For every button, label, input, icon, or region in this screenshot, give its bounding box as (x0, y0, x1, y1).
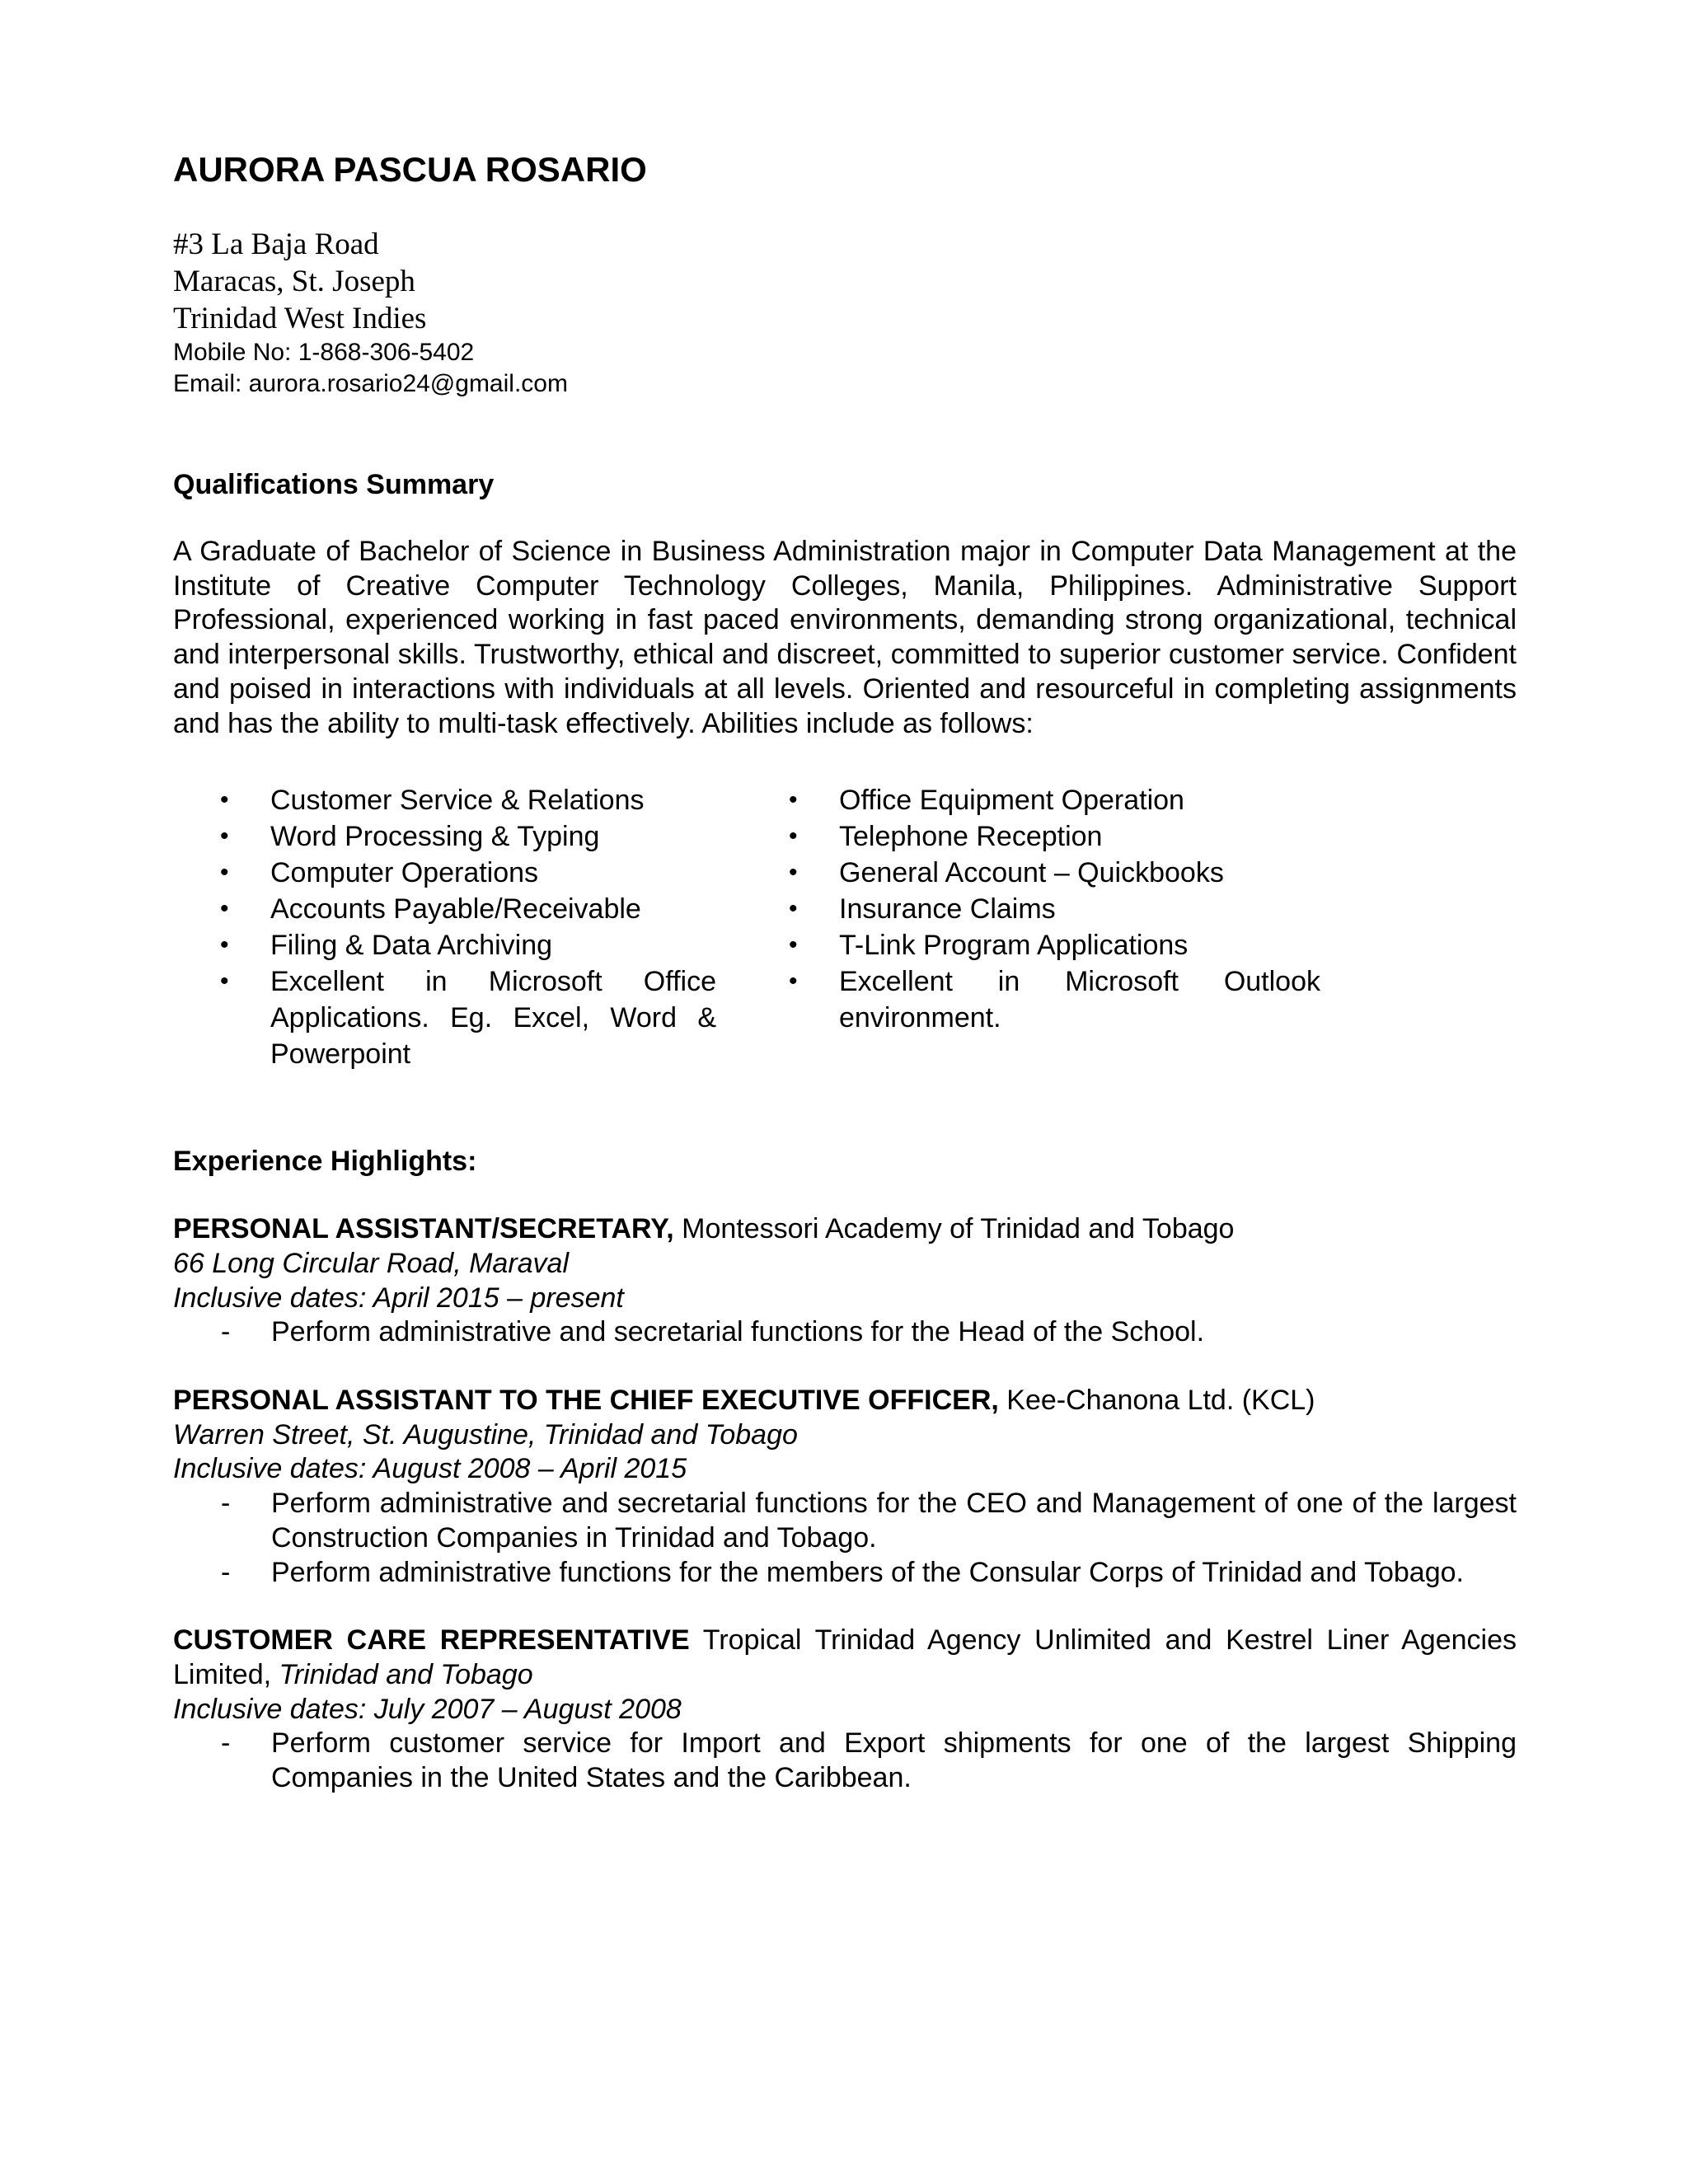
duty-text: Perform administrative and secretarial functions for the Head of the School. (271, 1316, 1205, 1348)
skill-label: Excellent in Microsoft Office Applications. Eg. Excel, Word & Powerpoint (270, 966, 716, 1071)
mobile-number: Mobile No: 1-868-306-5402 (173, 339, 475, 366)
job-duties (173, 1315, 1517, 1350)
duty-text: Perform customer service for Import and Export shipments for one of the largest Shipping Companies in the United States and the Caribbean. (271, 1727, 1517, 1794)
skill-item (220, 855, 716, 891)
address-block (173, 226, 1517, 337)
job-entry (173, 1384, 1517, 1590)
job-role: PERSONAL ASSISTANT TO THE CHIEF EXECUTIVE OFFICER, (173, 1385, 999, 1417)
candidate-name: AURORA PASCUA ROSARIO (173, 150, 647, 189)
address-line: #3 La Baja Road (173, 227, 379, 261)
job-role: PERSONAL ASSISTANT/SECRETARY, (173, 1213, 674, 1245)
skill-label: Office Equipment Operation (839, 785, 1184, 817)
job-role: CUSTOMER CARE REPRESENTATIVE (173, 1624, 690, 1657)
job-location: Warren Street, St. Augustine, Trinidad and Tobago (173, 1418, 798, 1451)
skill-label: Telephone Reception (839, 821, 1103, 853)
skill-item (789, 891, 1320, 927)
duty-item (173, 1315, 1517, 1350)
bullet-icon: • (220, 823, 229, 851)
job-location: Trinidad and Tobago (279, 1658, 533, 1690)
skill-item (789, 818, 1320, 855)
dash-marker: - (221, 1556, 231, 1588)
bullet-icon: • (789, 895, 798, 923)
job-location: 66 Long Circular Road, Maraval (173, 1247, 570, 1279)
bullet-icon: • (220, 859, 229, 887)
skill-item (789, 963, 1320, 1036)
job-heading (173, 1384, 1517, 1418)
skill-item (789, 927, 1320, 963)
job-entry (173, 1212, 1517, 1350)
job-employer: Kee-Chanona Ltd. (KCL) (998, 1385, 1315, 1417)
address-line: Maracas, St. Joseph (173, 265, 415, 298)
resume-page (173, 148, 1517, 1796)
job-heading (173, 1624, 1517, 1692)
bullet-icon: • (789, 859, 798, 887)
skill-label: Insurance Claims (839, 893, 1056, 926)
job-duties (173, 1727, 1517, 1795)
email-address: Email: aurora.rosario24@gmail.com (173, 370, 568, 397)
skill-item (789, 855, 1320, 891)
duty-item (173, 1487, 1517, 1555)
skill-label: Excellent in Microsoft Outlook environment. (839, 966, 1320, 1034)
skills-column-left (173, 782, 743, 1072)
bullet-icon: • (220, 786, 229, 814)
summary-paragraph: A Graduate of Bachelor of Science in Business Administration major in Computer Data Management at the Institute of Creative Computer Technology Colleges, Manila, Philippines. Administrative Support Professional, experienced working in fast paced environments, demanding strong organizational, technical and interpersonal skills. Trustworthy, ethical and discreet, committed to superior customer service. Confident and poised in interactions with individuals at all levels. Oriented and resourceful in completing assignments and has the ability to multi-task effectively. Abilities include as follows: (173, 536, 1517, 739)
job-dates: Inclusive dates: July 2007 – August 2008 (173, 1693, 682, 1725)
dash-marker: - (221, 1316, 231, 1348)
skill-label: Filing & Data Archiving (270, 930, 553, 962)
job-dates: Inclusive dates: August 2008 – April 2015 (173, 1453, 687, 1485)
job-employer: Tropical Trinidad Agency Unlimited and Kestrel Liner Agencies Limited, (173, 1624, 1517, 1690)
bullet-icon: • (220, 968, 229, 996)
skill-item (789, 782, 1320, 818)
skill-item (220, 782, 716, 818)
duty-item (173, 1727, 1517, 1795)
skill-label: Accounts Payable/Receivable (270, 893, 641, 926)
skill-label: Word Processing & Typing (270, 821, 600, 853)
skill-label: Customer Service & Relations (270, 785, 645, 817)
bullet-icon: • (789, 968, 798, 996)
bullet-icon: • (220, 931, 229, 959)
skill-item (220, 891, 716, 927)
duty-item (173, 1556, 1517, 1591)
skill-label: Computer Operations (270, 857, 539, 889)
skill-label: T-Link Program Applications (839, 930, 1189, 962)
bullet-icon: • (220, 895, 229, 923)
summary-heading: Qualifications Summary (173, 469, 495, 500)
skills-column-right (742, 782, 1320, 1072)
address-line: Trinidad West Indies (173, 302, 427, 335)
skill-item (220, 927, 716, 963)
bullet-icon: • (789, 786, 798, 814)
experience-heading: Experience Highlights: (173, 1146, 477, 1178)
job-heading (173, 1212, 1517, 1247)
job-dates: Inclusive dates: April 2015 – present (173, 1282, 624, 1314)
dash-marker: - (221, 1488, 231, 1520)
bullet-icon: • (789, 931, 798, 959)
skill-item (220, 963, 716, 1072)
duty-text: Perform administrative functions for the members of the Consular Corps of Trinidad and Tobago. (271, 1556, 1464, 1588)
job-duties (173, 1487, 1517, 1590)
job-entry (173, 1624, 1517, 1796)
duty-text: Perform administrative and secretarial functions for the CEO and Management of one of the largest Construction Companies in Trinidad and Tobago. (271, 1488, 1517, 1554)
skills-list (173, 782, 1517, 1072)
skill-item (220, 818, 716, 855)
skill-label: General Account – Quickbooks (839, 857, 1224, 889)
bullet-icon: • (789, 823, 798, 851)
dash-marker: - (221, 1727, 231, 1760)
job-employer: Montessori Academy of Trinidad and Tobago (673, 1213, 1235, 1245)
